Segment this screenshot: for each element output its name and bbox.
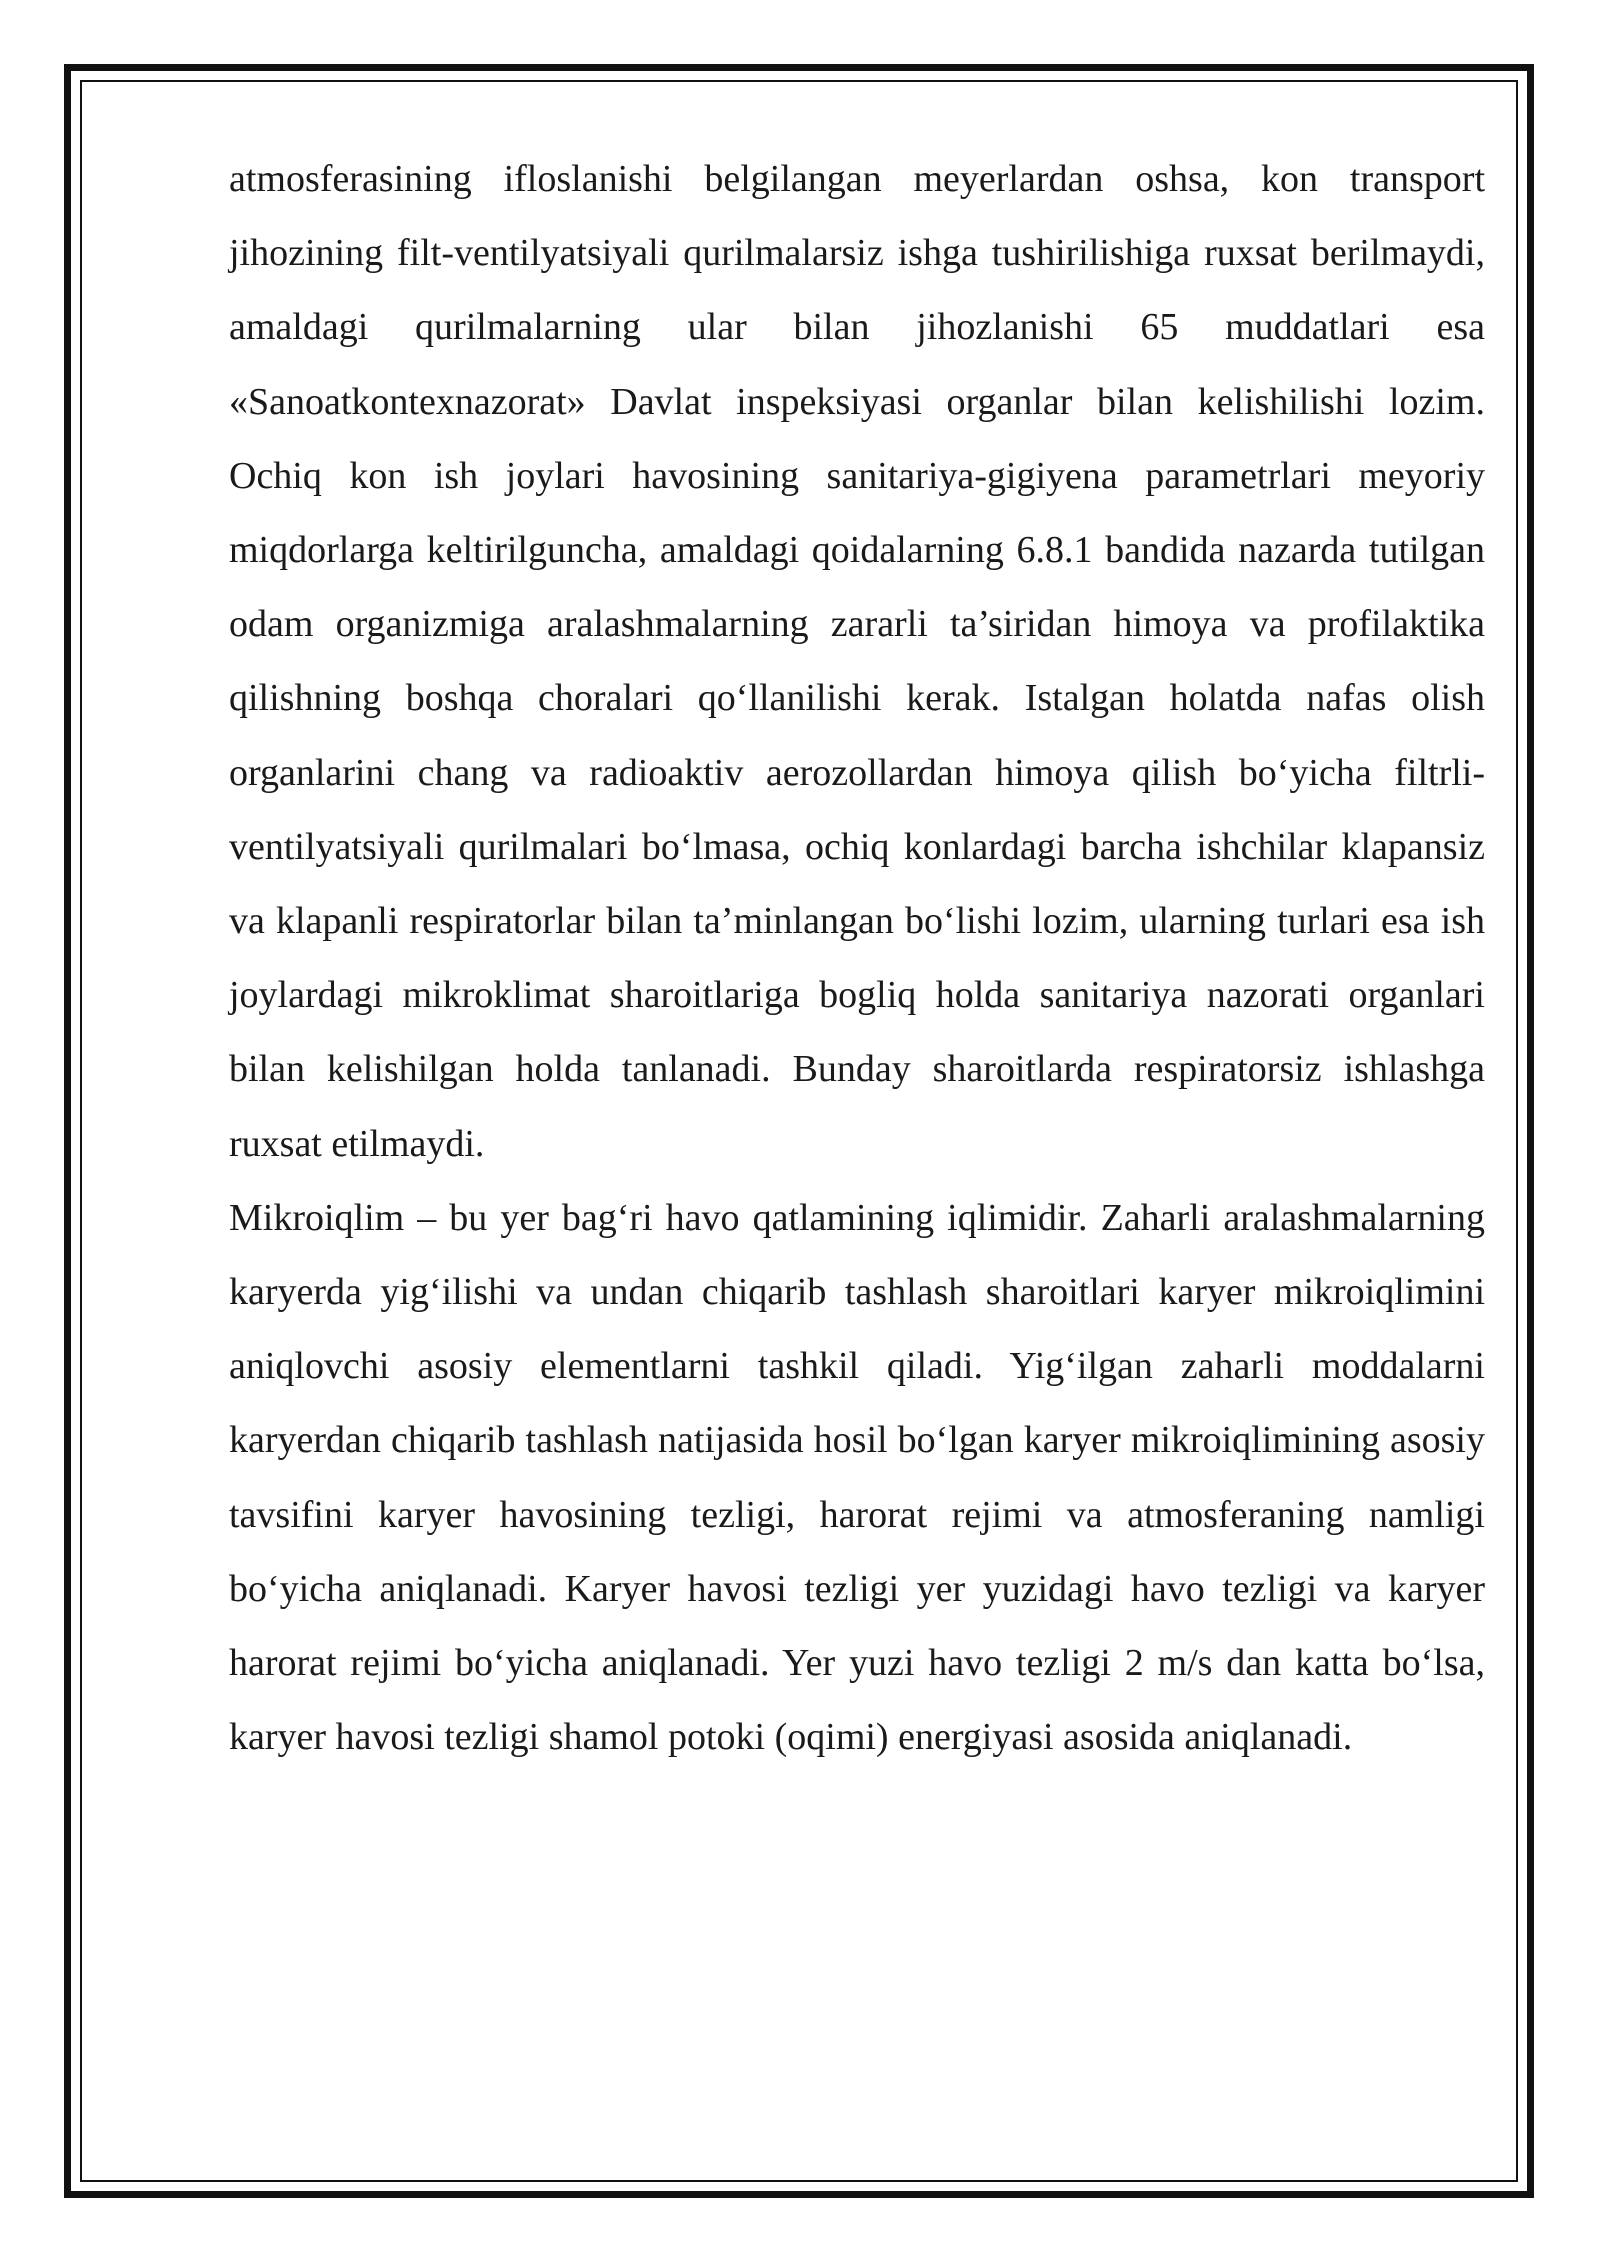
paragraph-1: atmosferasining ifloslanishi belgilangan meyerlardan oshsa, kon transport jihozining filt-ventilyatsiyali qurilmalarsiz ishga tushirilishiga ruxsat berilmaydi, amaldagi qurilmalarning ular bilan jihozlanishi 65 muddatlari esa «Sanoatkontexnazorat» Davlat inspeksiyasi organlar bilan kelishilishi lozim. Ochiq kon ish joylari havosining sanitariya-gigiyena parametrlari meyoriy miqdorlarga keltirilguncha, amaldagi qoidalarning 6.8.1 bandida nazarda tutilgan odam organizmiga aralashmalarning zararli ta’siridan himoya va profilaktika qilishning boshqa choralari qo‘llanilishi kerak. Istalgan holatda nafas olish organlarini chang va radioaktiv aerozollardan himoya qilish bo‘yicha filtrli-ventilyatsiyali qurilmalari bo‘lmasa, ochiq konlardagi barcha ishchilar klapansiz va klapanli respiratorlar bilan ta’minlangan bo‘lishi lozim, ularning turlari esa ish joylardagi mikroklimat sharoitlariga bogliq holda sanitariya nazorati organlari bilan kelishilgan holda tanlanadi. Bunday sharoitlarda respiratorsiz ishlashga ruxsat etilmaydi. xyxy=(229,158,1485,1165)
paragraph-2: Mikroiqlim – bu yer bag‘ri havo qatlamining iqlimidir. Zaharli aralashmalarning karyerda yig‘ilishi va undan chiqarib tashlash sharoitlari karyer mikroiqlimini aniqlovchi asosiy elementlarni tashkil qiladi. Yig‘ilgan zaharli moddalarni karyerdan chiqarib tashlash natijasida hosil bo‘lgan karyer mikroiqlimining asosiy tavsifini karyer havosining tezligi, harorat rejimi va atmosferaning namligi bo‘yicha aniqlanadi. Karyer havosi tezligi yer yuzidagi havo tezligi va karyer harorat rejimi bo‘yicha aniqlanadi. Yer yuzi havo tezligi 2 m/s dan katta bo‘lsa, karyer havosi tezligi shamol potoki (oqimi) energiyasi asosida aniqlanadi. xyxy=(229,1196,1485,1759)
document-body xyxy=(229,142,1485,1774)
